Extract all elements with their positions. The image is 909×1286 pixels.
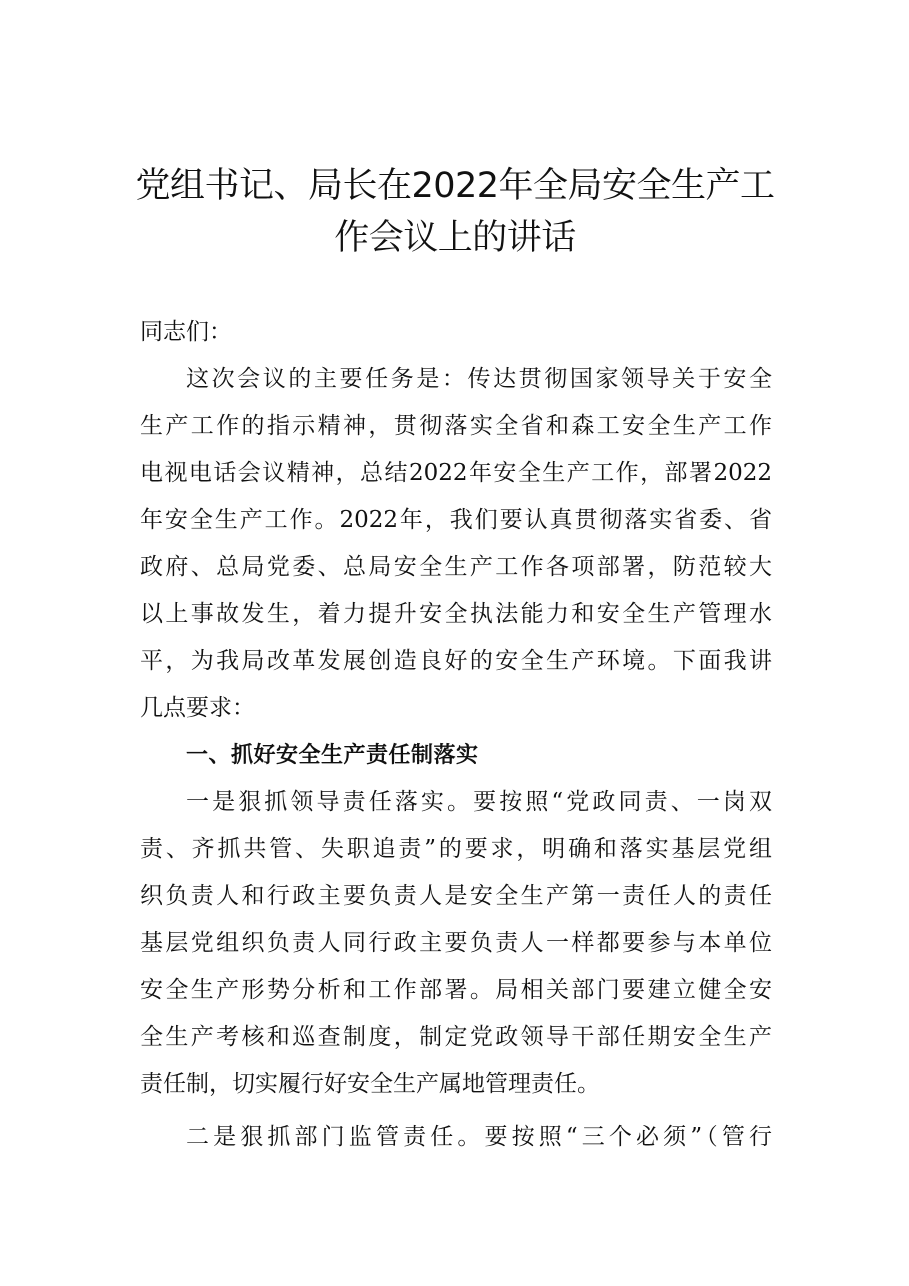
salutation: 同志们：: [140, 319, 232, 345]
paragraph-2: [140, 779, 772, 1108]
paragraph-line: 二是狠抓部门监管责任。要按照“三个必须”（管行: [186, 1124, 772, 1150]
paragraph-line: 平，为我局改革发展创造良好的安全生产环境。下面我讲: [140, 648, 772, 674]
paragraph-line: 安全生产形势分析和工作部署。局相关部门要建立健全安: [140, 977, 772, 1003]
paragraph-3: [140, 1114, 772, 1161]
title-line-2: 作会议上的讲话: [334, 218, 576, 258]
paragraph-line: 全生产考核和巡查制度，制定党政领导干部任期安全生产: [140, 1024, 772, 1050]
document-title: [120, 160, 790, 264]
paragraph-line: 年安全生产工作。2022年，我们要认真贯彻落实省委、省: [140, 507, 772, 533]
section-heading: 一、抓好安全生产责任制落实: [186, 743, 479, 768]
paragraph-line: 以上事故发生，着力提升安全执法能力和安全生产管理水: [140, 601, 772, 627]
paragraph-line: 责、齐抓共管、失职追责”的要求，明确和落实基层党组: [140, 836, 772, 862]
paragraph-line: 这次会议的主要任务是：传达贯彻国家领导关于安全: [186, 366, 772, 392]
paragraph-1: [140, 356, 772, 732]
paragraph-line: 几点要求：: [140, 695, 255, 721]
paragraph-line: 生产工作的指示精神，贯彻落实全省和森工安全生产工作: [140, 413, 772, 439]
paragraph-line: 基层党组织负责人同行政主要负责人一样都要参与本单位: [140, 930, 772, 956]
title-line-1: 党组书记、局长在2022年全局安全生产工: [135, 166, 775, 206]
paragraph-line: 政府、总局党委、总局安全生产工作各项部署，防范较大: [140, 554, 772, 580]
paragraph-line: 电视电话会议精神，总结2022年安全生产工作，部署2022: [140, 460, 772, 486]
paragraph-line: 织负责人和行政主要负责人是安全生产第一责任人的责任: [140, 883, 772, 909]
paragraph-line: 一是狠抓领导责任落实。要按照“党政同责、一岗双: [186, 789, 772, 815]
document-body: [140, 309, 772, 1161]
paragraph-line: 责任制，切实履行好安全生产属地管理责任。: [140, 1071, 600, 1097]
